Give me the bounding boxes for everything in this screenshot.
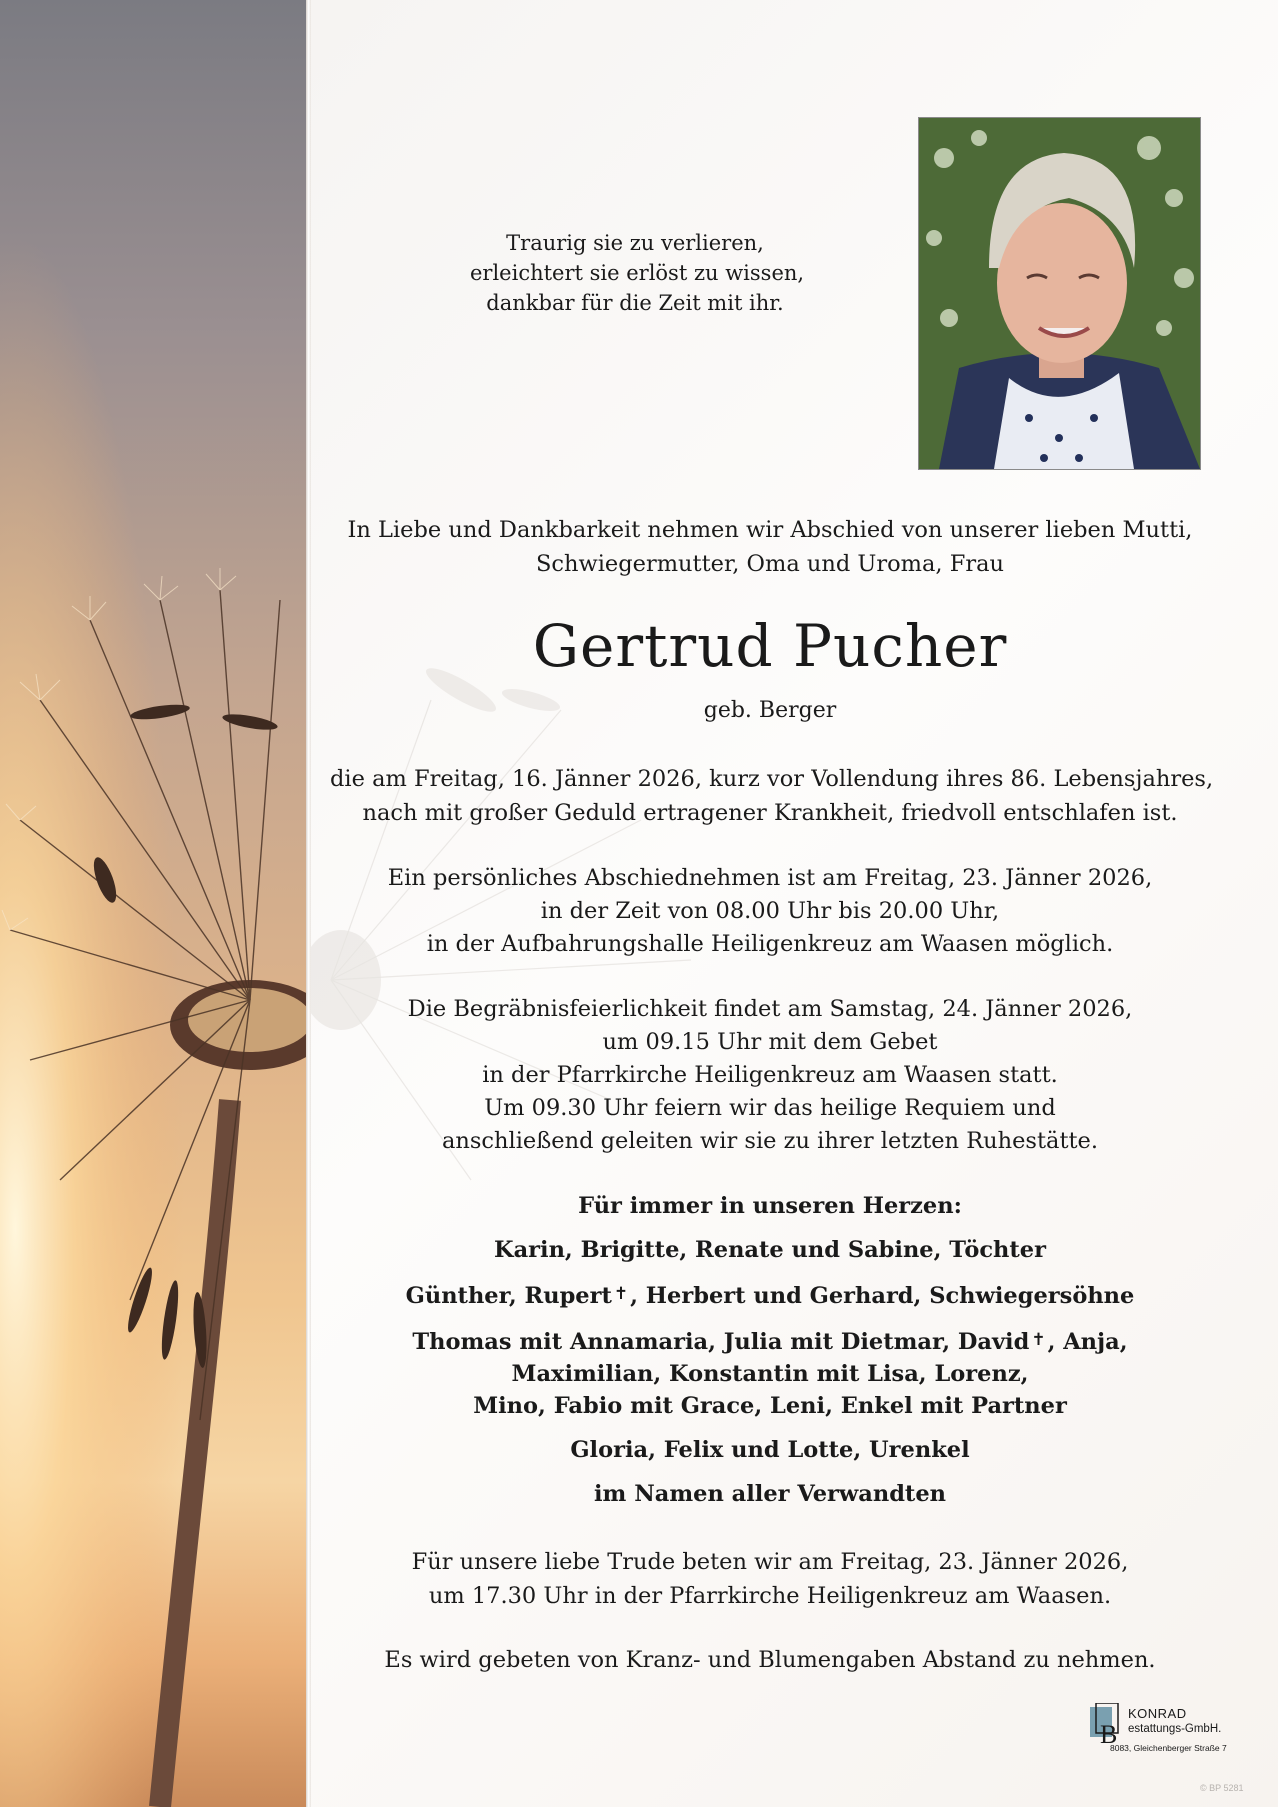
funeral-line: um 09.15 Uhr mit dem Gebet [602,1029,938,1055]
mourners-list [330,1190,1210,1522]
poem-line: erleichtert sie erlöst zu wissen, [470,261,805,285]
mourners-daughters: Karin, Brigitte, Renate und Sabine, Töchter [494,1237,1046,1263]
mourners-heading: Für immer in unseren Herzen: [578,1193,962,1219]
death-notice [330,762,1214,830]
flower-request: Es wird gebeten von Kranz- und Blumengaben Abstand zu nehmen. [384,1647,1156,1673]
mourners-great-grandchildren: Gloria, Felix und Lotte, Urenkel [570,1437,970,1463]
viewing-line: in der Aufbahrungshalle Heiligenkreuz am Waasen möglich. [426,931,1114,957]
grandchildren-line [330,1324,1210,1358]
deceased-name: Gertrud Pucher [532,612,1008,680]
grandchildren-line: Mino, Fabio mit Grace, Leni, Enkel mit Partner [473,1393,1067,1419]
grandchildren-line: Maximilian, Konstantin mit Lisa, Lorenz, [511,1361,1029,1387]
logo-company: estattungs-GmbH. [1128,1723,1222,1735]
viewing-line: Ein persönliches Abschiednehmen ist am Freitag, 23. Jänner 2026, [387,865,1153,891]
sons-in-law-part: Günther, Rupert [405,1283,612,1309]
document-code: © BP 5281 [1200,1783,1244,1793]
prayer-line: um 17.30 Uhr in der Pfarrkirche Heiligenkreuz am Waasen. [428,1583,1112,1609]
death-line: nach mit großer Geduld ertragener Krankheit, friedvoll entschlafen ist. [362,800,1178,826]
funeral-line: anschließend geleiten wir sie zu ihrer letzten Ruhestätte. [441,1128,1098,1154]
poem-line: dankbar für die Zeit mit ihr. [486,291,784,315]
logo-address: 8083, Gleichenberger Straße 7 [1110,1743,1227,1753]
funeral-line: in der Pfarrkirche Heiligenkreuz am Waasen statt. [482,1062,1058,1088]
svg-text:B: B [1100,1720,1118,1745]
logo-mark-icon [1090,1703,1124,1745]
intro-line: Schwiegermutter, Oma und Uroma, Frau [535,551,1005,577]
funeral-line: Die Begräbnisfeierlichkeit findet am Samstag, 24. Jänner 2026, [407,996,1133,1022]
grandchildren-part: , Anja, [1047,1329,1128,1355]
cross-icon: ✝ [1031,1330,1046,1350]
portrait-photo [918,117,1201,470]
intro-line: In Liebe und Dankbarkeit nehmen wir Abschied von unserer lieben Mutti, [347,517,1193,543]
viewing-line: in der Zeit von 08.00 Uhr bis 20.00 Uhr, [540,898,1000,924]
funeral-info [330,993,1210,1158]
birth-name: geb. Berger [703,698,837,723]
funeral-line: Um 09.30 Uhr feiern wir das heilige Requiem und [484,1095,1056,1121]
mourners-grandchildren [330,1324,1210,1422]
prayer-info [330,1545,1210,1613]
logo-name: KONRAD [1128,1706,1187,1721]
mourners-relatives: im Namen aller Verwandten [594,1481,946,1507]
sons-in-law-part: , Herbert und Gerhard, Schwiegersöhne [630,1283,1135,1309]
viewing-info [330,862,1210,961]
mourners-sons-in-law [330,1278,1210,1312]
dandelion-sunset-image [0,0,306,1807]
poem [470,228,805,318]
poem-line: Traurig sie zu verlieren, [506,231,764,255]
funeral-home-logo [1090,1703,1230,1759]
death-line: die am Freitag, 16. Jänner 2026, kurz vor Vollendung ihres 86. Lebensjahres, [330,766,1214,792]
cross-icon: ✝ [613,1284,629,1304]
intro-text [330,513,1210,581]
grandchildren-part: Thomas mit Annamaria, Julia mit Dietmar, David [412,1329,1030,1355]
prayer-line: Für unsere liebe Trude beten wir am Freitag, 23. Jänner 2026, [411,1549,1129,1575]
